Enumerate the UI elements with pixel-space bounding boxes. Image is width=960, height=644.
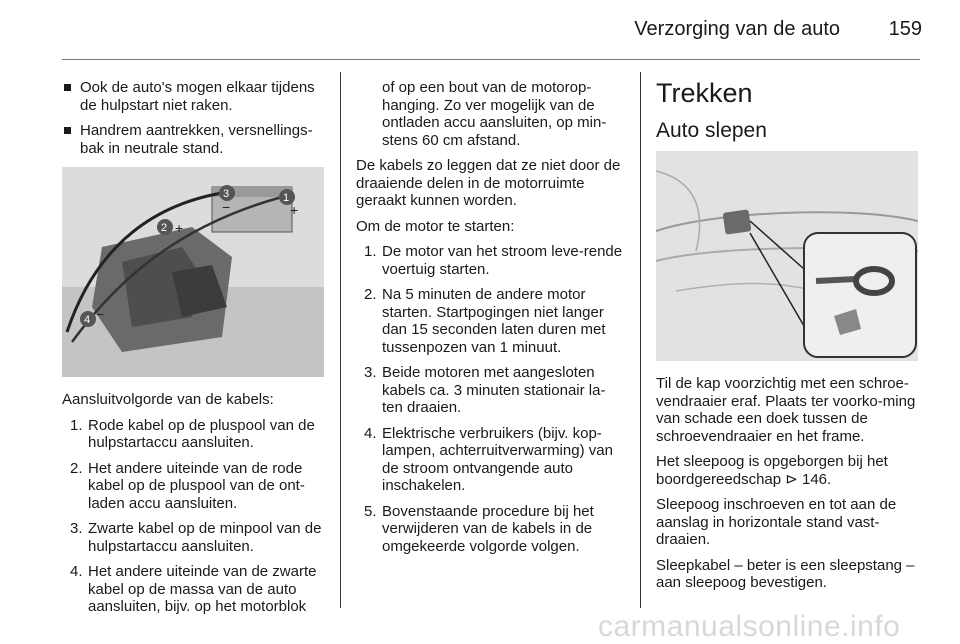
- list-text: Rode kabel op de pluspool van de hulpstartaccu aansluiten.: [88, 416, 315, 451]
- list-item: [356, 243, 626, 278]
- list-text: Zwarte kabel op de minpool van de hulpstartaccu aansluiten.: [88, 520, 322, 555]
- figure-plus-sign: +: [175, 220, 184, 236]
- list-item: [62, 520, 324, 555]
- screw-in-paragraph: Sleepoog inschroeven en tot aan de aanslag in horizontale stand vast-draaien.: [656, 496, 897, 548]
- column-divider-right: [640, 72, 641, 608]
- figure-label-2: 2: [161, 222, 168, 234]
- figure-plus-sign: +: [290, 202, 299, 218]
- section-title: Trekken: [656, 78, 753, 108]
- list-number: 4.: [70, 563, 83, 580]
- remove-cap-paragraph: Til de kap voorzichtig met een schroe-vendraaier eraf. Plaats ter voorko-ming van schade een doek tussen de schroevendraaier en het frame.: [656, 375, 916, 445]
- figure-label-1: 1: [283, 192, 290, 204]
- connection-order-intro: Aansluitvolgorde van de kabels:: [62, 391, 274, 408]
- list-number: 5.: [364, 502, 377, 520]
- list-item: [356, 425, 626, 495]
- list-item: [62, 417, 324, 452]
- list-text: Elektrische verbruikers (bijv. kop-lampen, achterruitverwarming) van de stroom ontvangende auto inschakelen.: [382, 424, 613, 494]
- section-subtitle: Auto slepen: [656, 119, 767, 142]
- list-text: Bovenstaande procedure bij het verwijderen van de kabels in de omgekeerde volgorde volgen.: [382, 502, 594, 555]
- column-left: [62, 79, 324, 624]
- list-item: [62, 460, 324, 513]
- list-text: De motor van het stroom leve-rende voertuig starten.: [382, 243, 623, 278]
- continued-list-text: of op een bout van de motorop-hanging. Zo ver mogelijk van de ontladen accu aansluiten, op min-stens 60 cm afstand.: [382, 79, 607, 149]
- list-number: 2.: [70, 459, 83, 477]
- list-text: Na 5 minuten de andere motor starten. Startpogingen niet langer dan 15 seconden laten duren met tussenpozen van 1 minuut.: [382, 286, 606, 356]
- column-middle: [356, 79, 626, 563]
- bullet-item: Ook de auto's mogen elkaar tijdens de hulpstart niet raken.: [62, 79, 324, 114]
- list-number: 1.: [364, 243, 377, 260]
- list-item: [356, 503, 626, 556]
- page-number: 159: [888, 18, 922, 40]
- list-text: Het andere uiteinde van de rode kabel op de pluspool van de ont-laden accu aansluiten.: [88, 459, 305, 512]
- figure-minus-sign: −: [222, 199, 231, 215]
- watermark: carmanualsonline.info: [598, 610, 901, 643]
- cable-routing-paragraph: De kabels zo leggen dat ze niet door de draaiende delen in de motorruimte geraakt kunnen worden.: [356, 157, 621, 209]
- figure-minus-sign: −: [96, 306, 105, 322]
- header-rule: [62, 59, 920, 60]
- list-text: Beide motoren met aangesloten kabels ca. 3 minuten stationair la-ten draaien.: [382, 364, 606, 416]
- tow-eye-storage-paragraph: Het sleepoog is opgeborgen bij het boordgereedschap ⊳ 146.: [656, 453, 888, 488]
- column-divider-left: [340, 72, 341, 608]
- start-engine-intro: Om de motor te starten:: [356, 217, 515, 235]
- header-title: Verzorging van de auto: [634, 18, 840, 40]
- list-number: 3.: [364, 364, 377, 381]
- bullet-item: Handrem aantrekken, versnellings-bak in neutrale stand.: [62, 122, 324, 157]
- list-item: [356, 364, 626, 417]
- list-text: Het andere uiteinde van de zwarte kabel op de massa van de auto aansluiten, bijv. op het motorblok: [88, 563, 317, 615]
- battery-jumpstart-figure: [62, 167, 324, 377]
- figure-label-3: 3: [223, 188, 230, 200]
- column-right: [656, 79, 922, 600]
- list-item: [356, 286, 626, 356]
- tow-eye-figure: [656, 151, 918, 361]
- list-item: [62, 563, 324, 616]
- figure-label-4: 4: [84, 314, 91, 326]
- list-number: 4.: [364, 424, 377, 442]
- list-number: 2.: [364, 286, 377, 303]
- attach-cable-paragraph: Sleepkabel – beter is een sleepstang – aan sleepoog bevestigen.: [656, 556, 915, 591]
- list-number: 3.: [70, 520, 83, 537]
- list-number: 1.: [70, 416, 83, 434]
